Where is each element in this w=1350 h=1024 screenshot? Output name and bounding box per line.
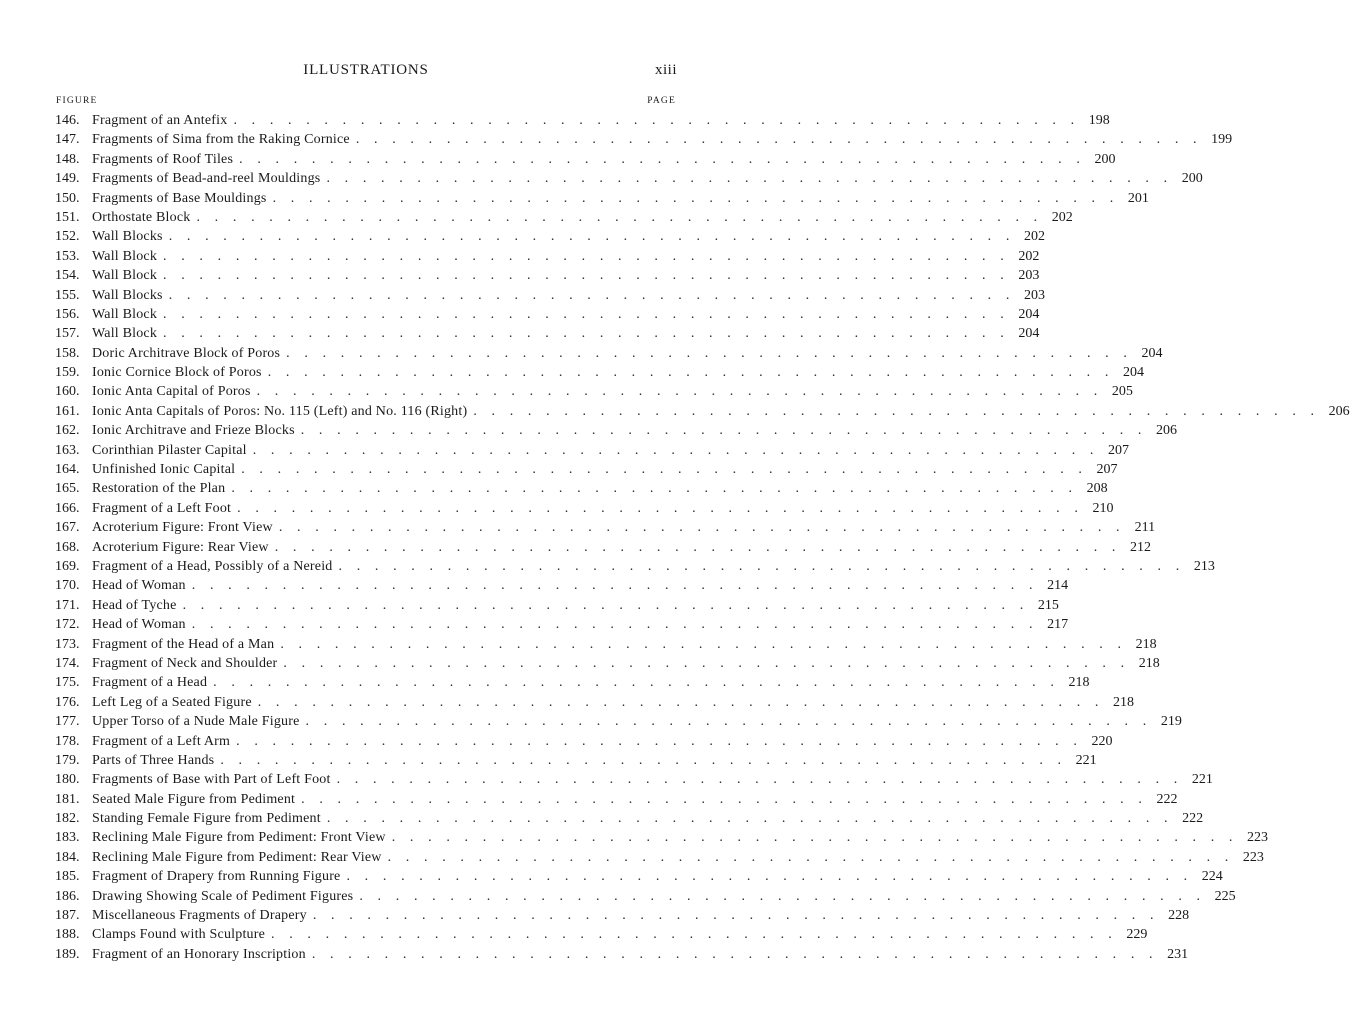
figure-page-number: 220 [1091,733,1113,749]
list-item [55,733,1113,753]
figure-title: Reclining Male Figure from Pediment: Rear View [92,849,382,865]
figure-page-number: 224 [1201,869,1223,885]
figure-title: Fragment of a Left Arm [92,733,231,749]
figure-title: Wall Block [92,306,158,322]
figure-title: Standing Female Figure from Pediment [92,811,321,827]
dot-leader: . . . . . . . . . . . . . . . . . . . . . . . . . . . . . . . . . . . . . . . . . . . . . . . [346,869,1193,885]
running-head-title: ILLUSTRATIONS [303,62,429,78]
figure-number: 157. [55,326,80,342]
list-item [55,558,1215,578]
figure-title: Wall Blocks [92,287,163,303]
list-item [55,539,1152,559]
figure-number: 186. [55,888,80,904]
dot-leader: . . . . . . . . . . . . . . . . . . . . . . . . . . . . . . . . . . . . . . . . . . . . . . . [163,268,1010,284]
figure-page-number: 221 [1191,772,1213,788]
figure-page-number: 214 [1047,578,1069,594]
figure-page-number: 223 [1242,849,1264,865]
figure-number: 187. [55,908,80,924]
figure-title: Reclining Male Figure from Pediment: Front View [92,830,386,846]
list-item [55,888,1236,908]
dot-leader: . . . . . . . . . . . . . . . . . . . . . . . . . . . . . . . . . . . . . . . . . . . . . . . [286,345,1133,361]
figure-number: 156. [55,306,80,322]
figure-number: 153. [55,248,80,264]
figure-title: Wall Block [92,268,158,284]
figure-number: 158. [55,345,80,361]
dot-leader: . . . . . . . . . . . . . . . . . . . . . . . . . . . . . . . . . . . . . . . . . . . . . . . [336,772,1183,788]
figure-title: Unfinished Ionic Capital [92,462,236,478]
list-item [55,248,1040,268]
list-item [55,132,1233,151]
figure-page-number: 208 [1086,481,1108,497]
list-item [55,113,1110,132]
figure-page-number: 221 [1075,752,1097,768]
figure-number: 171. [55,597,80,613]
figure-page-number: 202 [1051,209,1073,225]
figure-title: Restoration of the Plan [92,481,226,497]
figure-page-number: 200 [1181,171,1203,187]
dot-leader: . . . . . . . . . . . . . . . . . . . . . . . . . . . . . . . . . . . . . . . . . . . . . . . [191,578,1039,594]
figure-title: Seated Male Figure from Pediment [92,791,296,807]
figure-number: 181. [55,791,80,807]
figure-title: Fragment of an Honorary Inscription [92,946,306,962]
figure-number: 185. [55,869,80,885]
figure-title: Acroterium Figure: Rear View [92,539,269,555]
figure-page-number: 204 [1141,345,1163,361]
figure-number: 149. [55,171,80,187]
figure-title: Head of Tyche [92,597,177,613]
dot-leader: . . . . . . . . . . . . . . . . . . . . . . . . . . . . . . . . . . . . . . . . . . . . . . . [283,655,1130,671]
list-item [55,772,1213,791]
figure-number: 152. [55,229,80,245]
dot-leader: . . . . . . . . . . . . . . . . . . . . . . . . . . . . . . . . . . . . . . . . . . . . . . . [168,287,1015,303]
list-item [55,830,1269,849]
list-item [55,423,1178,442]
figure-page-number: 203 [1018,268,1040,284]
figure-number: 155. [55,287,80,303]
figure-title: Fragment of Drapery from Running Figure [92,869,341,885]
figure-title: Clamps Found with Sculpture [92,927,266,943]
figure-number: 169. [55,558,80,574]
dot-leader: . . . . . . . . . . . . . . . . . . . . . . . . . . . . . . . . . . . . . . . . . . . . . . . [305,714,1152,730]
list-item [55,675,1090,694]
list-item [55,442,1130,462]
figure-number: 164. [55,462,80,478]
dot-leader: . . . . . . . . . . . . . . . . . . . . . . . . . . . . . . . . . . . . . . . . . . . . . . . [163,306,1010,322]
dot-leader: . . . . . . . . . . . . . . . . . . . . . . . . . . . . . . . . . . . . . . . . . . . . . . . [387,849,1234,865]
dot-leader: . . . . . . . . . . . . . . . . . . . . . . . . . . . . . . . . . . . . . . . . . . . . . . . [163,326,1010,342]
figure-number: 150. [55,190,80,206]
figure-title: Ionic Anta Capital of Poros [92,384,251,400]
dot-leader: . . . . . . . . . . . . . . . . . . . . . . . . . . . . . . . . . . . . . . . . . . . . . . . [271,927,1118,943]
page-number: xiii [654,62,677,78]
list-item [55,403,1350,423]
figure-number: 154. [55,268,80,284]
figure-title: Doric Architrave Block of Poros [92,345,281,361]
list-item [55,209,1073,229]
dot-leader: . . . . . . . . . . . . . . . . . . . . . . . . . . . . . . . . . . . . . . . . . . . . . . . [241,462,1088,478]
figure-page-number: 198 [1088,113,1110,128]
figure-number: 179. [55,752,80,768]
figure-page-number: 225 [1214,888,1236,904]
figure-column-label: FIGURE [56,96,98,106]
list-item [55,617,1069,636]
figure-page-number: 199 [1211,132,1233,148]
figure-page-number: 217 [1047,617,1069,633]
figure-number: 189. [55,946,80,962]
figure-title: Fragment of a Head [92,675,208,691]
dot-leader: . . . . . . . . . . . . . . . . . . . . . . . . . . . . . . . . . . . . . . . . . . . . . . . [252,442,1100,458]
dot-leader: . . . . . . . . . . . . . . . . . . . . . . . . . . . . . . . . . . . . . . . . . . . . . . . [359,888,1206,904]
dot-leader: . . . . . . . . . . . . . . . . . . . . . . . . . . . . . . . . . . . . . . . . . . . . . . . [301,791,1148,807]
list-item [55,908,1190,927]
figure-title: Parts of Three Hands [92,752,215,768]
figure-page-number: 204 [1018,306,1040,322]
list-item [55,462,1118,481]
list-item [55,171,1203,190]
figure-number: 184. [55,849,80,865]
figure-number: 146. [55,113,80,128]
list-item [55,927,1148,946]
figure-page-number: 200 [1094,151,1116,167]
figure-page-number: 231 [1167,946,1189,962]
figure-number: 177. [55,714,80,730]
figure-title: Drawing Showing Scale of Pediment Figures [92,888,354,904]
figure-number: 172. [55,617,80,633]
figure-page-number: 204 [1123,365,1144,381]
figure-page-number: 222 [1182,811,1204,827]
dot-leader: . . . . . . . . . . . . . . . . . . . . . . . . . . . . . . . . . . . . . . . . . . . . . . . [236,733,1083,749]
figure-number: 147. [55,132,80,148]
figure-title: Head of Woman [92,578,186,594]
figure-page-number: 211 [1134,520,1156,536]
list-item [55,849,1264,869]
figure-number: 183. [55,830,80,846]
list-item [55,869,1223,888]
figure-page-number: 201 [1127,190,1149,206]
figure-title: Corinthian Pilaster Capital [92,442,247,458]
figure-title: Fragments of Base with Part of Left Foot [92,772,331,788]
figure-page-number: 204 [1018,326,1040,342]
figure-number: 165. [55,481,80,497]
list-item [55,791,1178,811]
figure-number: 159. [55,365,80,381]
figure-page-number: 207 [1108,442,1130,458]
dot-leader: . . . . . . . . . . . . . . . . . . . . . . . . . . . . . . . . . . . . . . . . . . . . . . . [237,500,1084,516]
figure-title: Fragments of Sima from the Raking Cornice [92,132,350,148]
list-item [55,694,1135,714]
figure-title: Left Leg of a Seated Figure [92,694,252,710]
list-item [55,578,1069,597]
figure-page-number: 210 [1092,500,1114,516]
figure-page-number: 228 [1168,908,1190,924]
dot-leader: . . . . . . . . . . . . . . . . . . . . . . . . . . . . . . . . . . . . . . . . . . . . . . . [239,151,1086,167]
dot-leader: . . . . . . . . . . . . . . . . . . . . . . . . . . . . . . . . . . . . . . . . . . . . . . . [274,539,1122,555]
figure-page-number: 218 [1138,655,1160,671]
list-item [55,655,1160,675]
dot-leader: . . . . . . . . . . . . . . . . . . . . . . . . . . . . . . . . . . . . . . . . . . . . . . . [256,384,1103,400]
figure-number: 180. [55,772,80,788]
figure-title: Fragment of an Antefix [92,113,228,128]
illustrations-list [55,113,1350,966]
figure-number: 170. [55,578,80,594]
figure-number: 173. [55,636,80,652]
figure-page-number: 222 [1156,791,1178,807]
list-item [55,597,1059,617]
figure-page-number: 218 [1135,636,1157,652]
figure-title: Ionic Architrave and Frieze Blocks [92,423,295,439]
list-item [55,636,1157,656]
figure-number: 175. [55,675,80,691]
figure-number: 160. [55,384,80,400]
figure-page-number: 206 [1328,403,1350,419]
dot-leader: . . . . . . . . . . . . . . . . . . . . . . . . . . . . . . . . . . . . . . . . . . . . . . . [391,830,1239,846]
figure-number: 166. [55,500,80,516]
figure-number: 174. [55,655,80,671]
dot-leader: . . . . . . . . . . . . . . . . . . . . . . . . . . . . . . . . . . . . . . . . . . . . . . . [280,636,1127,652]
list-item [55,946,1189,966]
figure-title: Ionic Cornice Block of Poros [92,365,262,381]
figure-page-number: 223 [1247,830,1269,846]
page-column-label: PAGE [647,96,676,106]
figure-page-number: 205 [1111,384,1133,400]
dot-leader: . . . . . . . . . . . . . . . . . . . . . . . . . . . . . . . . . . . . . . . . . . . . . . . [312,908,1160,924]
figure-page-number: 215 [1037,597,1059,613]
list-item [55,714,1182,733]
figure-page-number: 218 [1113,694,1135,710]
dot-leader: . . . . . . . . . . . . . . . . . . . . . . . . . . . . . . . . . . . . . . . . . . . . . . . [278,520,1126,536]
figure-title: Miscellaneous Fragments of Drapery [92,908,307,924]
dot-leader: . . . . . . . . . . . . . . . . . . . . . . . . . . . . . . . . . . . . . . . . . . . . . . . [326,811,1174,827]
list-item [55,345,1163,365]
dot-leader: . . . . . . . . . . . . . . . . . . . . . . . . . . . . . . . . . . . . . . . . . . . . . . . [196,209,1043,225]
dot-leader: . . . . . . . . . . . . . . . . . . . . . . . . . . . . . . . . . . . . . . . . . . . . . . . [231,481,1078,497]
figure-title: Fragment of the Head of a Man [92,636,275,652]
dot-leader: . . . . . . . . . . . . . . . . . . . . . . . . . . . . . . . . . . . . . . . . . . . . . . . [233,113,1080,128]
list-item [55,326,1040,345]
figure-page-number: 212 [1130,539,1152,555]
figure-number: 167. [55,520,80,536]
figure-number: 182. [55,811,80,827]
dot-leader: . . . . . . . . . . . . . . . . . . . . . . . . . . . . . . . . . . . . . . . . . . . . . . . [163,248,1010,264]
dot-leader: . . . . . . . . . . . . . . . . . . . . . . . . . . . . . . . . . . . . . . . . . . . . . . . [182,597,1029,613]
figure-number: 148. [55,151,80,167]
figure-page-number: 218 [1068,675,1090,691]
figure-title: Acroterium Figure: Front View [92,520,273,536]
dot-leader: . . . . . . . . . . . . . . . . . . . . . . . . . . . . . . . . . . . . . . . . . . . . . . . [338,558,1185,574]
dot-leader: . . . . . . . . . . . . . . . . . . . . . . . . . . . . . . . . . . . . . . . . . . . . . . . [300,423,1148,439]
figure-number: 188. [55,927,80,943]
figure-title: Fragment of a Left Foot [92,500,232,516]
figure-title: Fragment of Neck and Shoulder [92,655,278,671]
figure-title: Wall Block [92,248,158,264]
figure-title: Fragments of Bead-and-reel Mouldings [92,171,321,187]
figure-number: 163. [55,442,80,458]
dot-leader: . . . . . . . . . . . . . . . . . . . . . . . . . . . . . . . . . . . . . . . . . . . . . . . [311,946,1159,962]
list-item [55,481,1108,500]
list-item [55,268,1040,287]
list-item [55,190,1149,210]
figure-page-number: 202 [1024,229,1045,245]
figure-page-number: 202 [1018,248,1040,264]
list-item [55,306,1040,326]
figure-number: 162. [55,423,80,439]
figure-page-number: 203 [1024,287,1045,303]
list-item [55,811,1204,830]
list-item [55,752,1097,772]
dot-leader: . . . . . . . . . . . . . . . . . . . . . . . . . . . . . . . . . . . . . . . . . . . . . . . [355,132,1203,148]
dot-leader: . . . . . . . . . . . . . . . . . . . . . . . . . . . . . . . . . . . . . . . . . . . . . . . [213,675,1060,691]
figure-title: Head of Woman [92,617,186,633]
list-item [55,520,1156,539]
figure-title: Orthostate Block [92,209,191,225]
figure-title: Fragments of Roof Tiles [92,151,234,167]
figure-number: 151. [55,209,80,225]
list-item [55,500,1114,520]
figure-title: Wall Block [92,326,158,342]
figure-title: Fragment of a Head, Possibly of a Nereid [92,558,333,574]
dot-leader: . . . . . . . . . . . . . . . . . . . . . . . . . . . . . . . . . . . . . . . . . . . . . . . [326,171,1173,187]
dot-leader: . . . . . . . . . . . . . . . . . . . . . . . . . . . . . . . . . . . . . . . . . . . . . . . [272,190,1119,206]
list-item [55,365,1144,384]
dot-leader: . . . . . . . . . . . . . . . . . . . . . . . . . . . . . . . . . . . . . . . . . . . . . . . [191,617,1039,633]
figure-page-number: 219 [1160,714,1182,730]
list-item [55,229,1045,248]
figure-title: Upper Torso of a Nude Male Figure [92,714,300,730]
figure-title: Fragments of Base Mouldings [92,190,267,206]
figure-number: 178. [55,733,80,749]
figure-page-number: 206 [1156,423,1178,439]
dot-leader: . . . . . . . . . . . . . . . . . . . . . . . . . . . . . . . . . . . . . . . . . . . . . . . [257,694,1105,710]
figure-page-number: 207 [1096,462,1118,478]
figure-number: 168. [55,539,80,555]
figure-title: Wall Blocks [92,229,163,245]
figure-number: 176. [55,694,80,710]
figure-page-number: 229 [1126,927,1148,943]
figure-page-number: 213 [1193,558,1215,574]
dot-leader: . . . . . . . . . . . . . . . . . . . . . . . . . . . . . . . . . . . . . . . . . . . . . . . [220,752,1067,768]
list-item [55,287,1045,307]
list-item [55,151,1116,171]
list-item [55,384,1133,403]
dot-leader: . . . . . . . . . . . . . . . . . . . . . . . . . . . . . . . . . . . . . . . . . . . . . . . [267,365,1114,381]
figure-title: Ionic Anta Capitals of Poros: No. 115 (Left) and No. 116 (Right) [92,403,468,419]
dot-leader: . . . . . . . . . . . . . . . . . . . . . . . . . . . . . . . . . . . . . . . . . . . . . . . [168,229,1015,245]
figure-number: 161. [55,403,80,419]
dot-leader: . . . . . . . . . . . . . . . . . . . . . . . . . . . . . . . . . . . . . . . . . . . . . . . [473,403,1320,419]
